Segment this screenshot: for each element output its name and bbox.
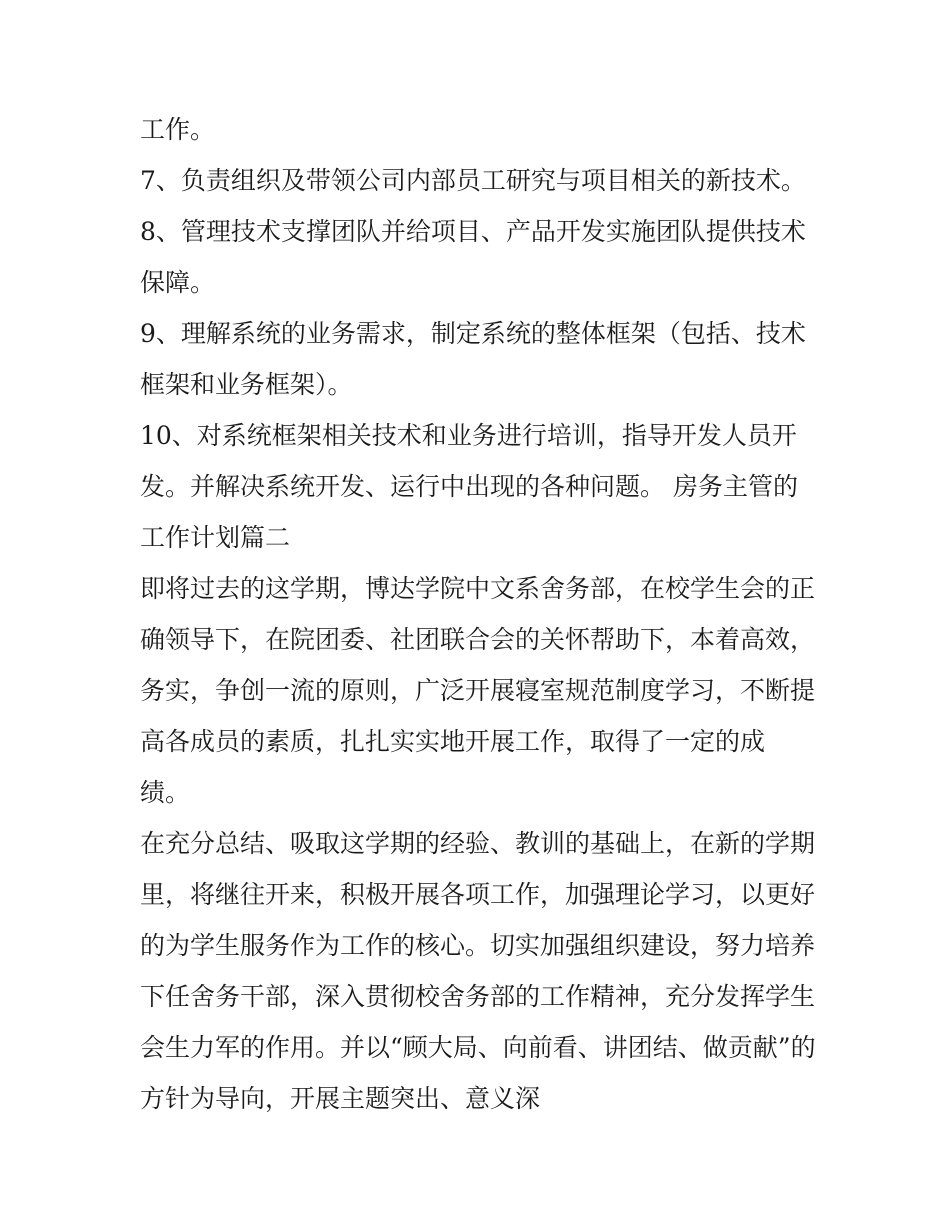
text-line: 会生力军的作用。并以“顾大局、向前看、讲团结、做贡献”的 xyxy=(140,1033,816,1062)
text-line: 10、对系统框架相关技术和业务进行培训，指导开发人员开 xyxy=(140,421,797,450)
section-title-line: 工作计划篇二 xyxy=(140,523,291,552)
text-line: 确领导下，在院团委、社团联合会的关怀帮助下，本着高效， xyxy=(140,625,816,654)
text-line: 高各成员的素质，扎扎实实地开展工作，取得了一定的成 xyxy=(140,727,766,756)
text-line: 绩。 xyxy=(140,778,191,807)
text-line: 方针为导向，开展主题突出、意义深 xyxy=(140,1084,541,1113)
text-line: 7、负责组织及带领公司内部员工研究与项目相关的新技术。 xyxy=(140,166,806,195)
text-line: 保障。 xyxy=(140,268,216,297)
text-line: 工作。 xyxy=(140,115,216,144)
text-line: 框架和业务框架）。 xyxy=(140,370,353,399)
text-line: 务实，争创一流的原则，广泛开展寝室规范制度学习，不断提 xyxy=(140,676,816,705)
document-page xyxy=(140,104,815,1124)
text-line: 在充分总结、吸取这学期的经验、教训的基础上，在新的学期 xyxy=(140,829,816,858)
text-line: 里，将继往开来，积极开展各项工作，加强理论学习，以更好 xyxy=(140,880,816,909)
text-line: 8、管理技术支撑团队并给项目、产品开发实施团队提供技术 xyxy=(140,217,806,246)
text-line: 即将过去的这学期，博达学院中文系舍务部，在校学生会的正 xyxy=(140,574,816,603)
text-line: 9、理解系统的业务需求，制定系统的整体框架（包括、技术 xyxy=(140,319,806,348)
text-line: 发。并解决系统开发、运行中出现的各种问题。 房务主管的 xyxy=(140,472,798,501)
text-line: 的为学生服务作为工作的核心。切实加强组织建设，努力培养 xyxy=(140,931,816,960)
text-line: 下任舍务干部，深入贯彻校舍务部的工作精神，充分发挥学生 xyxy=(140,982,816,1011)
